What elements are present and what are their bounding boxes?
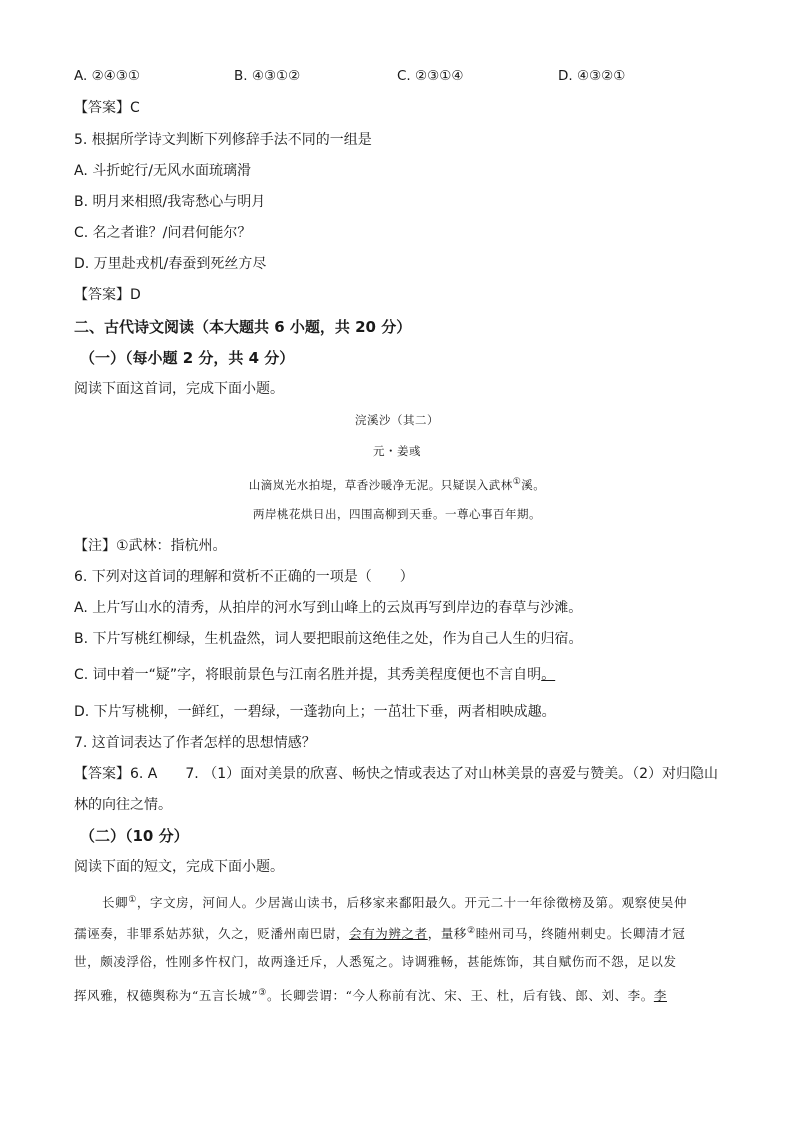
- q5-option-b: B. 明月来相照/我寄愁心与明月: [74, 194, 266, 210]
- footnote-marker: ①: [128, 895, 137, 905]
- answer-6-7: [74, 764, 718, 784]
- answer-label: 【答案】: [74, 287, 130, 303]
- passage-text: 长卿: [102, 895, 129, 911]
- footnote-marker: ③: [258, 988, 267, 998]
- q4-option-a: A. ②④③①: [74, 68, 140, 84]
- q4-option-b: B. ④③①②: [234, 68, 301, 84]
- passage-line-4: [74, 983, 724, 1006]
- poem-line-1-text: 山滴岚光水拍堤，草香沙暖净无泥。只疑误入武林: [248, 477, 513, 492]
- q6-option-c: [74, 665, 555, 685]
- q4-option-d: D. ④③②①: [558, 68, 626, 84]
- q4-answer: [74, 98, 140, 118]
- q5-option-c: C. 名之者谁？/问君何能尔？: [74, 225, 252, 241]
- part1-intro: 阅读下面这首词，完成下面小题。: [74, 381, 284, 397]
- poem-note: 【注】①武林：指杭州。: [74, 538, 227, 554]
- answer-6-7-line-2: 林的向往之情。: [74, 797, 172, 813]
- passage-text: 挥风雅，权德舆称为“五言长城”: [74, 988, 259, 1004]
- passage-line-3: 世，颇凌浮俗，性刚多忤权门，故两逢迁斥，人悉冤之。诗调雅畅，甚能炼饰，其自赋伤而不怨，足以发: [74, 954, 677, 969]
- answer-value: C: [130, 100, 140, 116]
- footnote-marker: ②: [467, 926, 476, 936]
- passage-underlined-char: 李: [653, 988, 667, 1004]
- answer-label: 【答案】: [74, 100, 130, 116]
- poem-line-2: 两岸桃花烘日出，四围高柳到天垂。一尊心事百年期。: [253, 507, 541, 521]
- q6-option-d: D. 下片写桃柳，一鲜红，一碧绿，一蓬勃向上；一茁壮下垂，两者相映成趣。: [74, 704, 556, 720]
- q5-option-a: A. 斗折蛇行/无风水面琉璃滑: [74, 163, 251, 179]
- passage-underlined-phrase: 会有为辨之者: [349, 926, 428, 942]
- answer-label: 【答案】: [74, 766, 130, 782]
- answer-6-7-line-1: 6. A 7. （1）面对美景的欣喜、畅快之情或表达了对山林美景的喜爱与赞美。（2）对归隐山: [130, 766, 719, 782]
- q6-stem: 6. 下列对这首词的理解和赏析不正确的一项是（ ）: [74, 569, 414, 585]
- q7-stem: 7. 这首词表达了作者怎样的思想情感？: [74, 735, 316, 751]
- q6-option-a: A. 上片写山水的清秀，从拍岸的河水写到山峰上的云岚再写到岸边的春草与沙滩。: [74, 600, 583, 616]
- poem-line-1: [0, 473, 794, 494]
- q5-option-d: D. 万里赴戎机/春蚕到死丝方尽: [74, 256, 267, 272]
- passage-text: 。长卿尝谓：“今人称前有沈、宋、王、杜，后有钱、郎、刘、李。: [266, 988, 654, 1004]
- passage-text: 睦州司马，终随州刺史。长卿清才冠: [475, 926, 686, 942]
- passage-text: ，字文房，河间人。少居嵩山读书，后移家来鄱阳最久。开元二十一年徐徵榜及第。观察使吴仲: [136, 895, 688, 911]
- part1-heading: （一）（每小题 2 分，共 4 分）: [80, 349, 295, 367]
- q6-option-c-text: C. 词中着一“疑”字，将眼前景色与江南名胜并提，其秀美程度便也不言自明: [74, 667, 542, 683]
- section-heading: 二、古代诗文阅读（本大题共 6 小题，共 20 分）: [74, 318, 412, 336]
- q6-option-b: B. 下片写桃红柳绿，生机盎然，词人要把眼前这绝佳之处，作为自己人生的归宿。: [74, 631, 583, 647]
- poem-title: 浣溪沙（其二）: [355, 413, 439, 427]
- q5-answer: [74, 285, 141, 305]
- q5-stem: 5. 根据所学诗文判断下列修辞手法不同的一组是: [74, 132, 372, 148]
- q4-option-c: C. ②③①④: [397, 68, 464, 84]
- passage-text: ，量移: [427, 926, 468, 942]
- part2-heading: （二）（10 分）: [80, 827, 189, 845]
- q6-option-c-end: 。: [541, 667, 556, 683]
- passage-line-1: [102, 890, 752, 913]
- footnote-marker: ①: [512, 477, 522, 487]
- part2-intro: 阅读下面的短文，完成下面小题。: [74, 859, 284, 875]
- poem-author: 元・姜彧: [373, 444, 421, 458]
- poem-line-1-end: 溪。: [521, 477, 546, 492]
- answer-value: D: [130, 287, 141, 303]
- passage-line-2: [74, 921, 724, 944]
- passage-text: 孺诬奏，非罪系姑苏狱，久之，贬潘州南巴尉，: [74, 926, 350, 942]
